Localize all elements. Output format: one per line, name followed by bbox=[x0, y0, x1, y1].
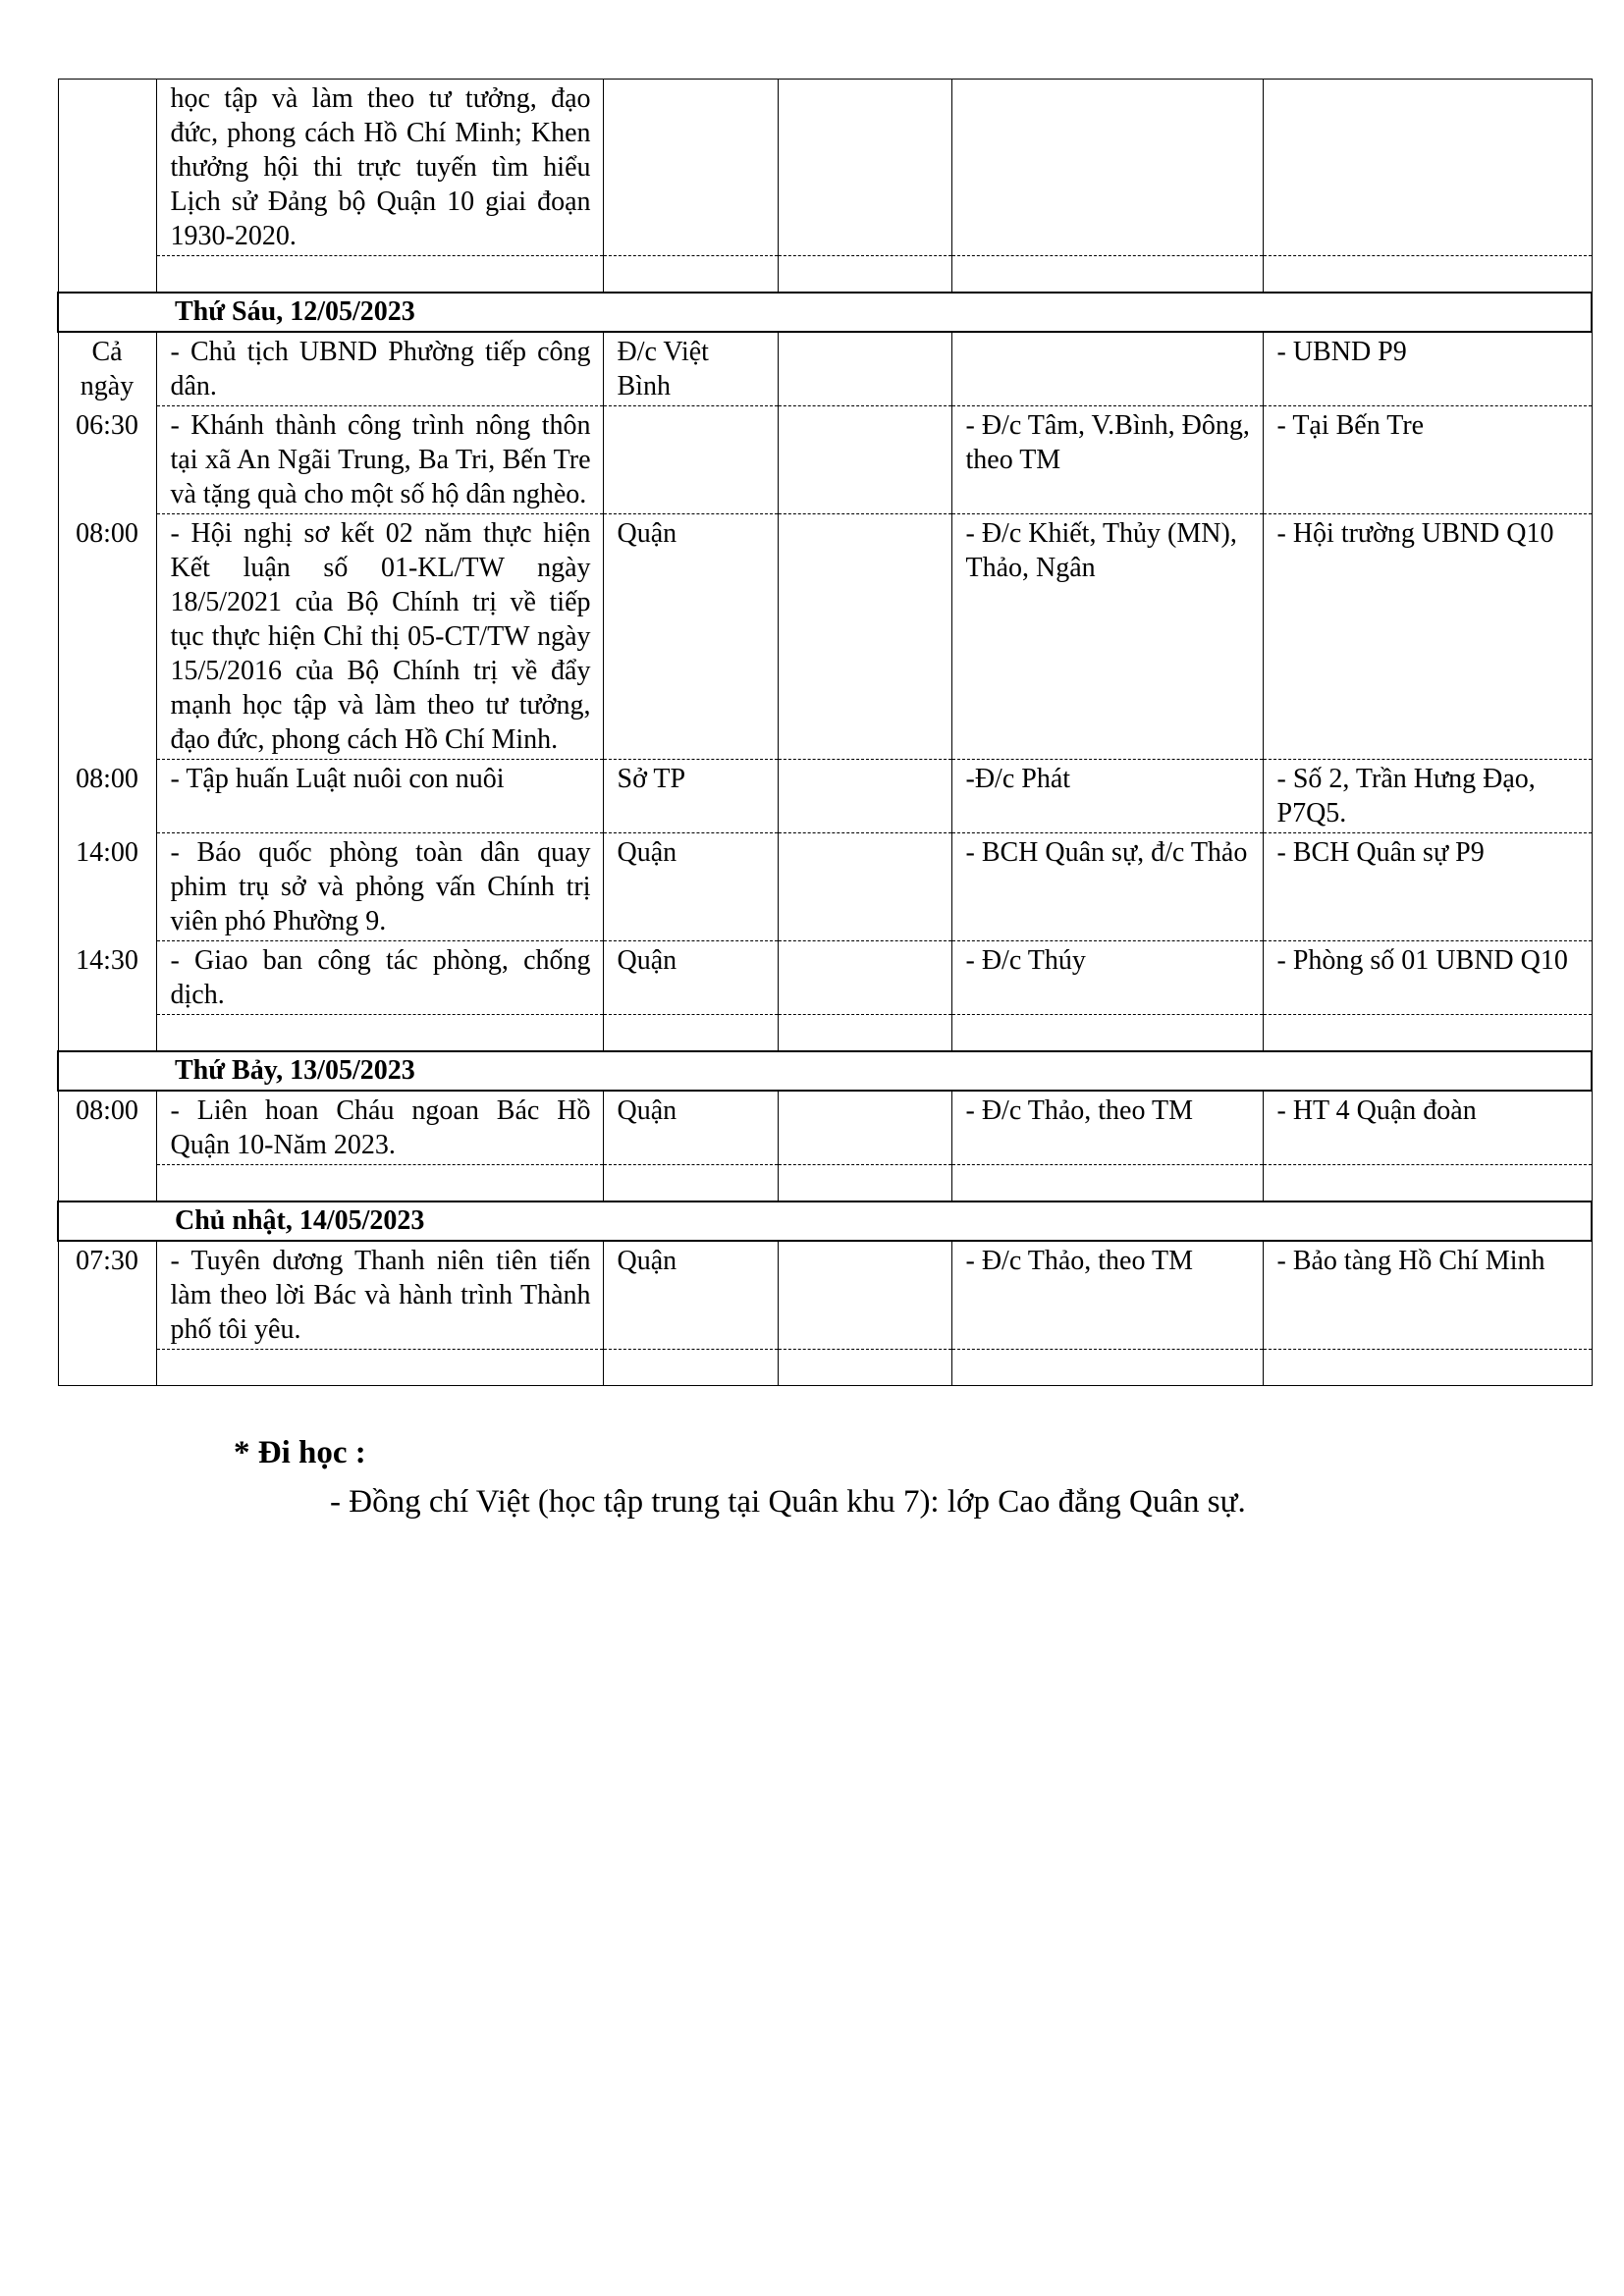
activity-cell: - Hội nghị sơ kết 02 năm thực hiện Kết luận số 01-KL/TW ngày 18/5/2021 của Bộ Chính trị về tiếp tục thực hiện Chỉ thị 05-CT/TW ngày 15/5/2016 của Bộ Chính trị về đẩy mạnh học tập và làm theo tư tưởng, đạo đức, phong cách Hồ Chí Minh. bbox=[156, 514, 603, 760]
table-row-blank bbox=[58, 1165, 1592, 1202]
host-cell: Quận bbox=[603, 514, 778, 760]
participants-cell: - Đ/c Thảo, theo TM bbox=[951, 1241, 1263, 1350]
location-cell: - Số 2, Trần Hưng Đạo, P7Q5. bbox=[1263, 760, 1592, 833]
day-header-row bbox=[58, 1201, 1592, 1241]
table-row bbox=[58, 406, 1592, 514]
time-cell: Cả ngày bbox=[58, 332, 156, 406]
time-cell: 08:00 bbox=[58, 514, 156, 760]
table-row-blank bbox=[58, 256, 1592, 294]
extra-cell bbox=[778, 406, 951, 514]
time-cell: 14:30 bbox=[58, 941, 156, 1015]
extra-cell bbox=[778, 941, 951, 1015]
time-cell: 06:30 bbox=[58, 406, 156, 514]
time-cell: 08:00 bbox=[58, 760, 156, 833]
extra-cell bbox=[778, 514, 951, 760]
extra-cell bbox=[778, 833, 951, 941]
table-row bbox=[58, 760, 1592, 833]
participants-cell: - Đ/c Thảo, theo TM bbox=[951, 1091, 1263, 1165]
participants-cell: -Đ/c Phát bbox=[951, 760, 1263, 833]
day-title: Thứ Bảy, 13/05/2023 bbox=[58, 1051, 1592, 1091]
location-cell: - HT 4 Quận đoàn bbox=[1263, 1091, 1592, 1165]
location-cell: - Hội trường UBND Q10 bbox=[1263, 514, 1592, 760]
location-cell: - Bảo tàng Hồ Chí Minh bbox=[1263, 1241, 1592, 1350]
activity-cell: - Liên hoan Cháu ngoan Bác Hồ Quận 10-Năm 2023. bbox=[156, 1091, 603, 1165]
activity-cell: - Giao ban công tác phòng, chống dịch. bbox=[156, 941, 603, 1015]
table-row bbox=[58, 941, 1592, 1015]
host-cell: Quận bbox=[603, 1241, 778, 1350]
day-title: Thứ Sáu, 12/05/2023 bbox=[58, 293, 1592, 332]
participants-cell: - Đ/c Tâm, V.Bình, Đông, theo TM bbox=[951, 406, 1263, 514]
table-row bbox=[58, 833, 1592, 941]
location-cell: - BCH Quân sự P9 bbox=[1263, 833, 1592, 941]
time-cell: 07:30 bbox=[58, 1241, 156, 1350]
activity-cell: học tập và làm theo tư tưởng, đạo đức, phong cách Hồ Chí Minh; Khen thưởng hội thi trực tuyến tìm hiểu Lịch sử Đảng bộ Quận 10 giai đoạn 1930-2020. bbox=[156, 80, 603, 256]
host-cell: Đ/c Việt Bình bbox=[603, 332, 778, 406]
notes-heading: * Đi học : bbox=[234, 1435, 366, 1470]
participants-cell bbox=[951, 332, 1263, 406]
activity-cell: - Tuyên dương Thanh niên tiên tiến làm theo lời Bác và hành trình Thành phố tôi yêu. bbox=[156, 1241, 603, 1350]
activity-cell: - Chủ tịch UBND Phường tiếp công dân. bbox=[156, 332, 603, 406]
location-cell: - Tại Bến Tre bbox=[1263, 406, 1592, 514]
participants-cell: - Đ/c Khiết, Thủy (MN), Thảo, Ngân bbox=[951, 514, 1263, 760]
host-cell: Quận bbox=[603, 941, 778, 1015]
time-cell: 14:00 bbox=[58, 833, 156, 941]
extra-cell bbox=[778, 760, 951, 833]
extra-cell bbox=[778, 80, 951, 256]
participants-cell bbox=[951, 80, 1263, 256]
table-row-blank bbox=[58, 1015, 1592, 1052]
activity-cell: - Tập huấn Luật nuôi con nuôi bbox=[156, 760, 603, 833]
table-row-blank bbox=[58, 1350, 1592, 1386]
table-row bbox=[58, 1241, 1592, 1350]
notes-item: - Đồng chí Việt (học tập trung tại Quân khu 7): lớp Cao đẳng Quân sự. bbox=[330, 1484, 1246, 1520]
host-cell bbox=[603, 80, 778, 256]
participants-cell: - Đ/c Thúy bbox=[951, 941, 1263, 1015]
day-header-row bbox=[58, 293, 1592, 332]
day-title: Chủ nhật, 14/05/2023 bbox=[58, 1201, 1592, 1241]
location-cell bbox=[1263, 80, 1592, 256]
extra-cell bbox=[778, 1091, 951, 1165]
table-row bbox=[58, 332, 1592, 406]
activity-cell: - Khánh thành công trình nông thôn tại xã An Ngãi Trung, Ba Tri, Bến Tre và tặng quà cho một số hộ dân nghèo. bbox=[156, 406, 603, 514]
location-cell: - Phòng số 01 UBND Q10 bbox=[1263, 941, 1592, 1015]
host-cell bbox=[603, 406, 778, 514]
table-row bbox=[58, 514, 1592, 760]
host-cell: Quận bbox=[603, 1091, 778, 1165]
time-cell bbox=[58, 80, 156, 256]
extra-cell bbox=[778, 332, 951, 406]
participants-cell: - BCH Quân sự, đ/c Thảo bbox=[951, 833, 1263, 941]
host-cell: Sở TP bbox=[603, 760, 778, 833]
weekly-schedule-table bbox=[57, 79, 1593, 1386]
table-row bbox=[58, 80, 1592, 256]
day-header-row bbox=[58, 1051, 1592, 1091]
location-cell: - UBND P9 bbox=[1263, 332, 1592, 406]
extra-cell bbox=[778, 1241, 951, 1350]
table-row bbox=[58, 1091, 1592, 1165]
host-cell: Quận bbox=[603, 833, 778, 941]
time-cell: 08:00 bbox=[58, 1091, 156, 1165]
activity-cell: - Báo quốc phòng toàn dân quay phim trụ sở và phỏng vấn Chính trị viên phó Phường 9. bbox=[156, 833, 603, 941]
